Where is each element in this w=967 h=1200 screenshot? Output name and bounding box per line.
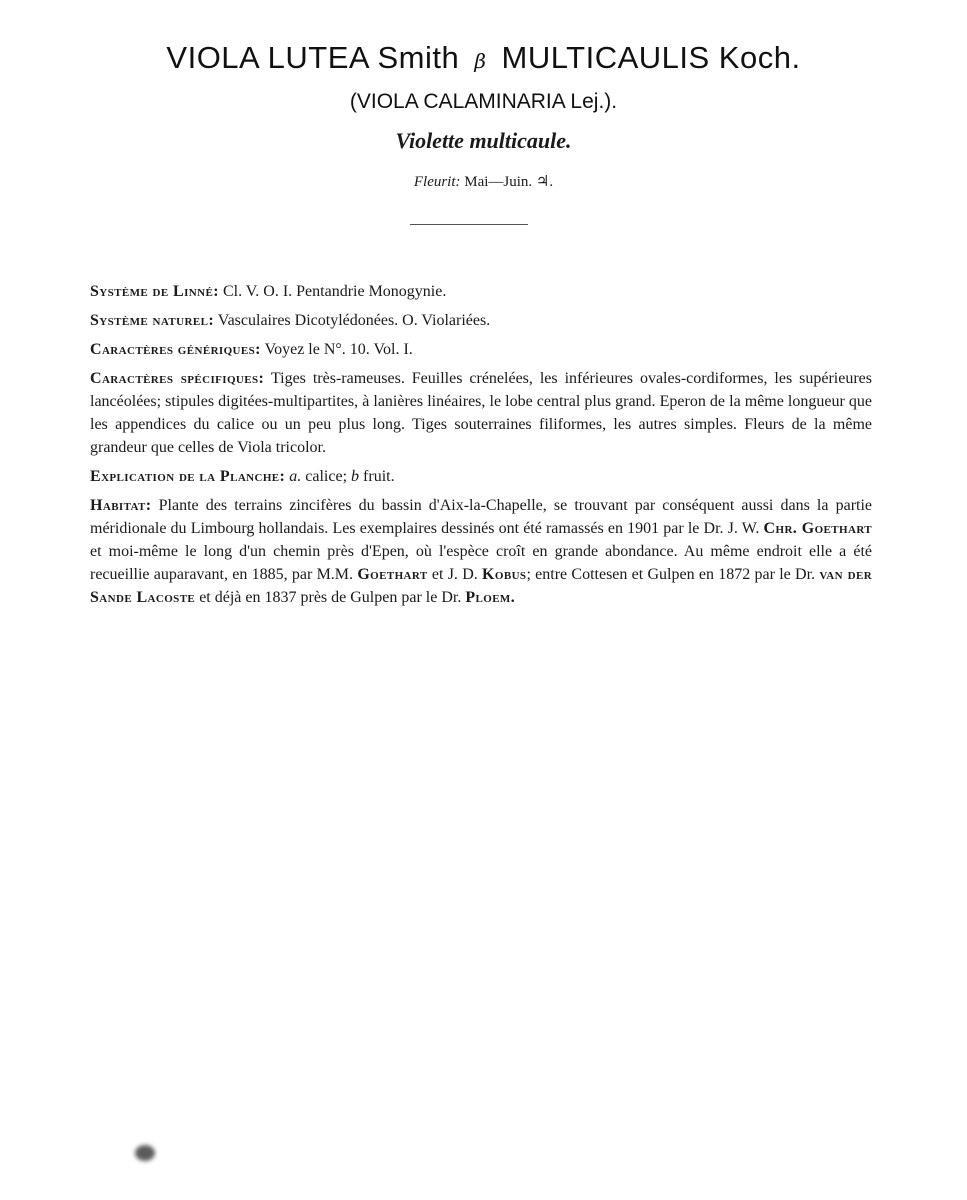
explication-paragraph <box>90 465 872 488</box>
explication-b: b <box>351 468 360 485</box>
naturel-text: Vasculaires Dicotylédonées. O. Violariées. <box>217 312 491 329</box>
habitat-text-5: et déjà en 1837 près de Gulpen par le Dr. <box>199 589 462 606</box>
specifiques-text: Tiges très-rameuses. Feuilles crénelées, les inférieures ovales-cordiformes, les supérieures lancéolées; stipules digitées-multipartites, à lanières linéaires, le lobe central plus grand. Eperon de la même longueur que les appendices du calice ou un peu plus long. Tiges souterraines filiformes, les autres simples. Fleurs de la même grandeur que celles de Viola tricolor. <box>90 370 872 456</box>
linne-paragraph <box>90 280 872 303</box>
flowering-label: Fleurit: <box>413 174 461 190</box>
linne-label: Système de Linné: <box>90 283 219 300</box>
flowering-line <box>0 172 967 191</box>
habitat-text-1: Plante des terrains zincifères du bassin d'Aix-la-Chapelle, se trouvant par conséquent aussi dans la partie méridionale du Limbourg hollandais. Les exemplaires dessinés ont été ramassés en 1901 par le Dr. J. W. <box>90 497 873 537</box>
explication-a-text: calice; <box>305 468 348 485</box>
habitat-name-goethart-2: Goethart <box>357 566 428 583</box>
habitat-text-3: et J. D. <box>431 566 478 583</box>
naturel-paragraph <box>90 309 872 332</box>
common-name: Violette multicaule. <box>395 128 572 153</box>
habitat-name-ploem: Ploem. <box>465 589 516 606</box>
habitat-name-goethart: Chr. Goethart <box>763 520 873 537</box>
species-title <box>0 40 967 76</box>
specifiques-paragraph <box>90 367 872 459</box>
habitat-name-kobus: Kobus <box>482 566 527 583</box>
title-species: VIOLA LUTEA Smith <box>166 40 460 75</box>
habitat-paragraph <box>90 494 872 609</box>
explication-label: Explication de la Planche: <box>90 468 286 485</box>
naturel-label: Système naturel: <box>90 312 215 329</box>
explication-a: a. <box>289 468 302 485</box>
title-beta: β <box>474 49 487 73</box>
habitat-label: Habitat: <box>90 497 152 514</box>
habitat-name-lacoste: van der Sande Lacoste <box>90 566 873 606</box>
specifiques-label: Caractères spécifiques: <box>90 370 265 387</box>
flowering-value: Mai—Juin. ♃. <box>464 174 554 190</box>
habitat-text-2: et moi-même le long d'un chemin près d'Epen, où l'espèce croît en grande abondance. Au même endroit elle a été recueillie auparavant, en 1885, par M.M. <box>90 543 872 583</box>
divider-rule <box>410 224 528 225</box>
generiques-paragraph <box>90 338 872 361</box>
generiques-label: Caractères génériques: <box>90 341 261 358</box>
title-variety: MULTICAULIS Koch. <box>501 40 801 75</box>
description-body <box>90 280 872 615</box>
explication-b-text: fruit. <box>363 468 395 485</box>
linne-text: Cl. V. O. I. Pentandrie Monogynie. <box>222 283 447 300</box>
habitat-text-4: ; entre Cottesen et Gulpen en 1872 par le Dr. <box>526 566 816 583</box>
ink-smudge <box>135 1145 155 1161</box>
synonym-line: (VIOLA CALAMINARIA Lej.). <box>349 90 618 113</box>
generiques-text: Voyez le N°. 10. Vol. I. <box>264 341 413 358</box>
